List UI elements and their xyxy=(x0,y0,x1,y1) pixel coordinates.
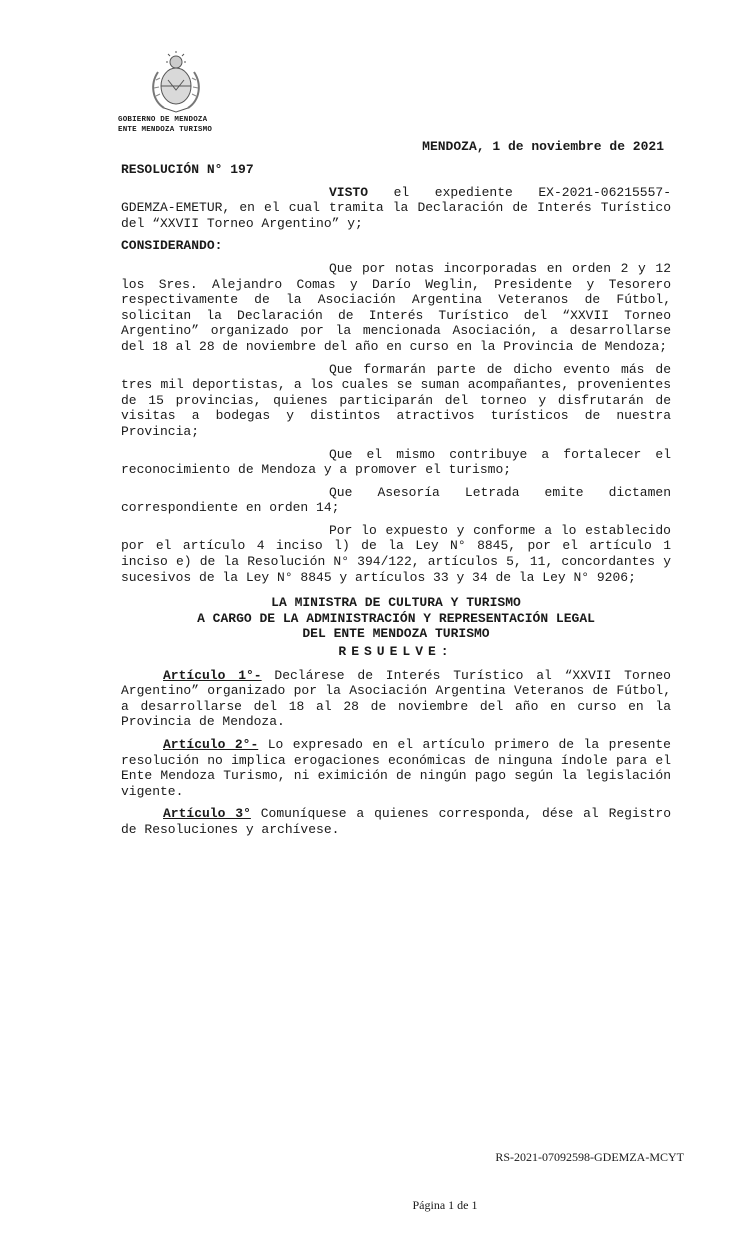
article-3-label: Artículo 3° xyxy=(163,806,251,822)
article-3-text: Comuníquese a quienes corresponda, dése al Registro de Resoluciones y archívese. xyxy=(121,806,671,837)
article-3 xyxy=(121,806,671,837)
document-date: MENDOZA, 1 de noviembre de 2021 xyxy=(422,139,664,154)
authority-line-3: DEL ENTE MENDOZA TURISMO xyxy=(302,626,490,642)
article-2-text: Lo expresado en el artículo primero de la presente resolución no implica erogaciones económicas de ninguna índole para el Ente Mendoza Turismo, ni eximición de ningún pago según la legislación vigente. xyxy=(121,737,671,799)
resuelve-heading: RESUELVE: xyxy=(338,644,454,660)
considerando-paragraph-1: Que por notas incorporadas en orden 2 y 12 los Sres. Alejandro Comas y Darío Weglin, Presidente y Tesorero respectivamente de la Asociación Argentina Veteranos de Fútbol, solicitan la Declaración de Interés Turístico del “XXVII Torneo Argentino” organizado por la mencionada Asociación, a desarrollarse del 18 al 28 de noviembre del año en curso en la Provincia de Mendoza; xyxy=(121,260,671,354)
considerando-paragraph-4: Que Asesoría Letrada emite dictamen correspondiente en orden 14; xyxy=(121,484,671,516)
document-id: RS-2021-07092598-GDEMZA-MCYT xyxy=(495,1150,684,1164)
article-1-label: Artículo 1°- xyxy=(163,667,262,683)
article-2 xyxy=(121,737,671,799)
resolution-body xyxy=(121,162,671,845)
page-number: Página 1 de 1 xyxy=(412,1198,478,1212)
article-2-label: Artículo 2°- xyxy=(163,737,259,752)
mendoza-coat-of-arms-icon xyxy=(146,50,206,116)
considerando-paragraph-2: Que formarán parte de dicho evento más de tres mil deportistas, a los cuales se suman acompañantes, provenientes de 15 provincias, quienes participarán del torneo y disfrutarán de visitas a bodegas y distintos atractivos turísticos de nuestra Provincia; xyxy=(121,361,671,439)
visto-label: VISTO xyxy=(329,184,369,200)
article-1 xyxy=(121,668,671,730)
agency-line-1: GOBIERNO DE MENDOZA xyxy=(118,116,208,124)
article-1-text: Declárese de Interés Turístico al “XXVII Torneo Argentino” organizado por la Asociación Argentina Veteranos de Fútbol, a desarrollarse del 18 al 28 de noviembre del año en curso en la Provincia de Mendoza. xyxy=(121,667,671,730)
visto-text: el expediente EX-2021-06215557-GDEMZA-EMETUR, en el cual tramita la Declaración de Interés Turístico del “XXVII Torneo Argentino” y; xyxy=(121,184,671,231)
authority-heading xyxy=(121,595,671,642)
considerando-heading: CONSIDERANDO: xyxy=(121,238,223,254)
resolution-number: RESOLUCIÓN N° 197 xyxy=(121,162,254,177)
agency-line-2: ENTE MENDOZA TURISMO xyxy=(118,126,213,134)
agency-name xyxy=(118,115,212,135)
authority-line-1: LA MINISTRA DE CULTURA Y TURISMO xyxy=(271,595,521,611)
considerando-paragraph-5: Por lo expuesto y conforme a lo establecido por el artículo 4 inciso l) de la Ley N° 8845, por el artículo 1 inciso e) de la Resolución N° 394/122, artículos 5, 11, concordantes y sucesivos de la Ley N° 8845 y artículos 33 y 34 de la Ley N° 9206; xyxy=(121,522,671,585)
considerando-paragraph-3: Que el mismo contribuye a fortalecer el reconocimiento de Mendoza y a promover el turismo; xyxy=(121,446,671,478)
authority-line-2: A CARGO DE LA ADMINISTRACIÓN Y REPRESENTACIÓN LEGAL xyxy=(197,610,595,626)
visto-paragraph xyxy=(121,185,671,232)
